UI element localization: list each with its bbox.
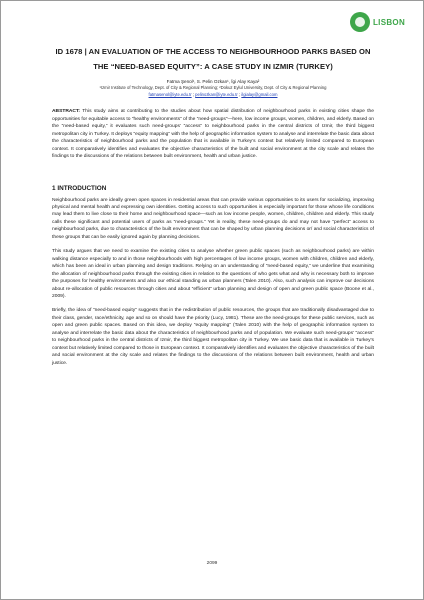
email-link[interactable]: pelinozkan@iyte.edu.tr (195, 92, 238, 98)
logo-icon (350, 12, 370, 32)
email-separator: ; (191, 92, 196, 98)
page-number: 2099 (206, 561, 218, 566)
email-separator: ; (237, 92, 242, 98)
abstract (52, 108, 374, 160)
conference-logo (350, 12, 412, 32)
affiliations: ¹Izmir Institute of Technology, Dept. of City & Regional Planning; ²Dokuz Eylul University, Dept. of City & Regional Planning (99, 85, 327, 90)
section-heading: 1 INTRODUCTION (52, 184, 107, 192)
paper-body (52, 45, 374, 367)
abstract-text: This study aims at contributing to the studies about how spatial distribution of neighbourhood parks in existing cities shape the opportunities for equitable access to “healthy environments” of the “need-groups”—here, low income groups, women, children, and elderly. Based on the “need-based equity,” it evaluates such need-groups’ “access” to neighbourhood parks in the central districts of Izmir, the third biggest metropolitan city in Turkey. It deploys “equity mapping” with the help of geographic information system to analyse and interrelate the basic data about the characteristics of neighbourhood parks and the population that is available in Turkey’s context but relatively limited compared to European context. It comparatively identifies and evaluates the objective characteristics of the built and social environment at the city scale and relates the findings to the discussions of the relations between built environment, health and urban justice. (52, 109, 374, 160)
paragraph: Neighbourhood parks are ideally green open spaces in residential areas that can provide various opportunities to its users for socializing, improving physical and mental health and expressing own identities. Getting access to such opportunities is especially important for those whose life conditions may lead them to live close to their home and neighbourhood space—such as low income people, women, children, children and elderly. This study calls these significant and potential users of parks as “need-groups.” Yet in reality, these need-groups do and may not have “perfect” access to neighbourhood parks, due to characteristics of the built environment that can be shaped by urban planning decisions or/ and social characteristics of these groups that can be easily ignored again by planning decisions. (52, 197, 374, 240)
author-list: Fatma Şenol¹, S. Pelin Ozkan¹, Îgi Alay Kaya² (166, 79, 260, 84)
paper-title: ID 1678 | AN EVALUATION OF THE ACCESS TO NEIGHBOURHOOD PARKS BASED ON THE “NEED-BASED EQUITY”: A CASE STUDY IN IZMIR (TURKEY) (55, 47, 371, 71)
paragraph: This study argues that we need to examine the existing cities to analyse whether green public spaces (such as neighbourhood parks) are within walking distance especially to and in those neighbourhoods with high percentages of low income groups, women with children, children and elderly, which has been an ideal in urban planning and design traditions. Relying on an understanding of “need-based equity,” we underline that examining the allocation of neighbourhood parks through the existing cities in relation to the questions of who gets what and why is necessary both to improve the purposes for healthy environments and also our ethical standing as urban planners (Talen 2010). Also, such analysis can improve our decisions about re-allocation of public resources through cities and about “efficient” urban planning and design of open and green public space (Boone et al., 2009). (52, 249, 374, 300)
author-emails (52, 92, 374, 98)
email-link[interactable]: fatmasenol@iyte.edu.tr (148, 92, 192, 98)
paragraph: Briefly, the idea of “need-based equity” suggests that in the redistribution of public resources, the groups that are traditionally disadvantaged due to their class, gender, race/ethnicity, age and so on should have the priority (Lucy, 1981). These are the need-groups for these public services, such as open and green public spaces. Based on this idea, we deploy “equity mapping” (Talen 2010) with the help of geographic information system to analyse and interrelate the basic data about the characteristics of neighbourhood parks and of population. We evaluate such need-groups’ “access” to neighbourhood parks in the central districts of Izmir, the third biggest metropolitan city in Turkey. We use basic data that is available in Turkey’s context but relatively limited compared to those in European context. It comparatively identifies and evaluates the objective characteristics of the built and social environment at the city scale and relates the findings to the discussions of the relations between built environment, health and urban justice. (52, 308, 374, 366)
logo-text: LISBON (373, 17, 406, 27)
abstract-label: ABSTRACT: (52, 109, 80, 115)
email-link[interactable]: ilgialay@gmail.com (241, 92, 278, 98)
